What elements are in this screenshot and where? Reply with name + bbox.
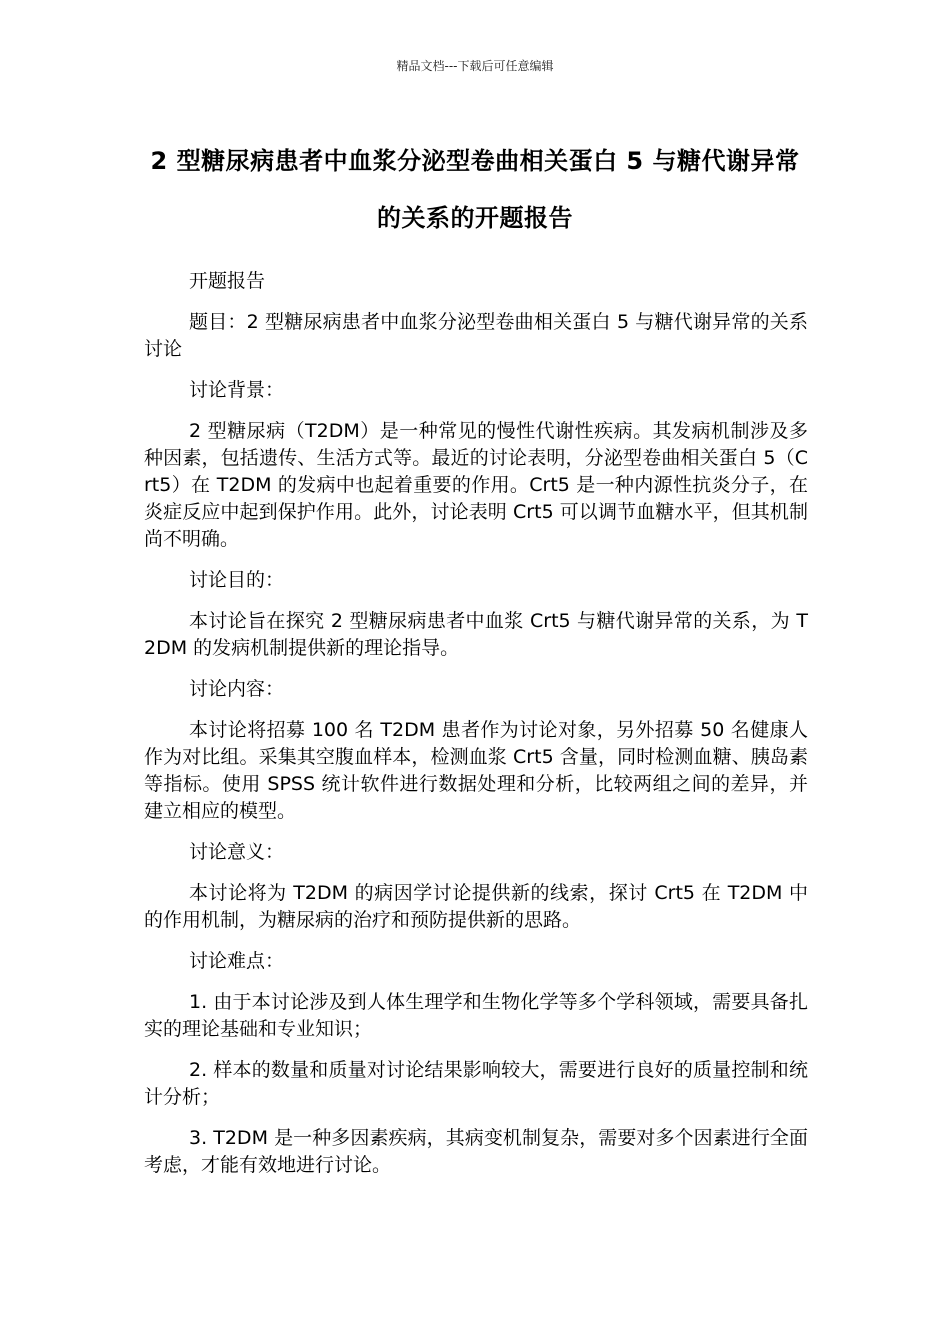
paragraph-topic: 题目：2 型糖尿病患者中血浆分泌型卷曲相关蛋白 5 与糖代谢异常的关系讨论 bbox=[144, 311, 808, 360]
header-note: 精品文档---下载后可任意编辑 bbox=[396, 59, 554, 73]
list-item-difficulty-2: 2. 样本的数量和质量对讨论结果影响较大，需要进行良好的质量控制和统计分析； bbox=[144, 1059, 808, 1108]
list-item-difficulty-3: 3. T2DM 是一种多因素疾病，其病变机制复杂，需要对多个因素进行全面考虑，才能有效地进行讨论。 bbox=[144, 1127, 808, 1176]
paragraph-content: 本讨论将招募 100 名 T2DM 患者作为讨论对象，另外招募 50 名健康人作为对比组。采集其空腹血样本，检测血浆 Crt5 含量，同时检测血糖、胰岛素等指标。使用 SPSS 统计软件进行数据处理和分析，比较两组之间的差异，并建立相应的模型。 bbox=[144, 719, 808, 822]
paragraph-background: 2 型糖尿病（T2DM）是一种常见的慢性代谢性疾病。其发病机制涉及多种因素，包括遗传、生活方式等。最近的讨论表明，分泌型卷曲相关蛋白 5（Crt5）在 T2DM 的发病中也起着重要的作用。Crt5 是一种内源性抗炎分子，在炎症反应中起到保护作用。此外，讨论表明 Crt5 可以调节血糖水平，但其机制尚不明确。 bbox=[144, 420, 808, 550]
paragraph-purpose: 本讨论旨在探究 2 型糖尿病患者中血浆 Crt5 与糖代谢异常的关系，为 T2DM 的发病机制提供新的理论指导。 bbox=[144, 610, 808, 659]
list-item-difficulty-1: 1. 由于本讨论涉及到人体生理学和生物化学等多个学科领域，需要具备扎实的理论基础和专业知识； bbox=[144, 991, 808, 1040]
heading-purpose: 讨论目的： bbox=[189, 569, 285, 591]
heading-difficulties: 讨论难点： bbox=[189, 950, 285, 972]
heading-content: 讨论内容： bbox=[189, 678, 285, 700]
heading-background: 讨论背景： bbox=[189, 379, 285, 401]
paragraph-report-label: 开题报告 bbox=[189, 270, 266, 292]
paragraph-significance: 本讨论将为 T2DM 的病因学讨论提供新的线索，探讨 Crt5 在 T2DM 中的作用机制，为糖尿病的治疗和预防提供新的思路。 bbox=[144, 882, 808, 931]
document-body bbox=[144, 268, 808, 1193]
document-title: 2 型糖尿病患者中血浆分泌型卷曲相关蛋白 5 与糖代谢异常的关系的开题报告 bbox=[150, 147, 800, 232]
heading-significance: 讨论意义： bbox=[189, 841, 285, 863]
